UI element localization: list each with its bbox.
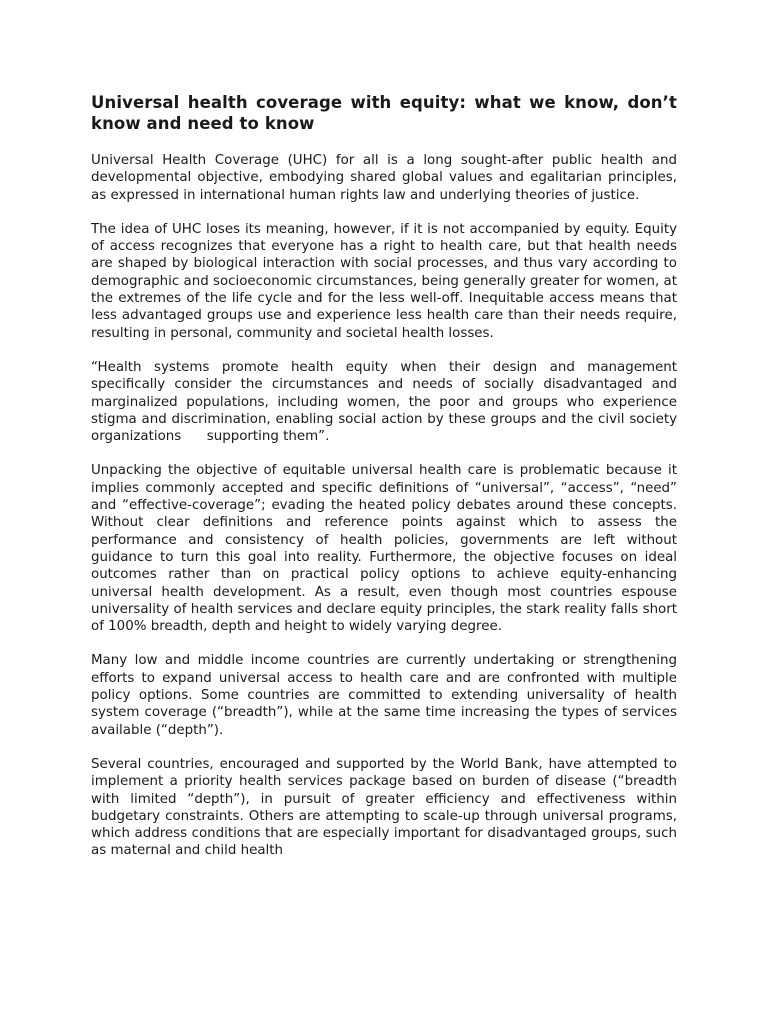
paragraph-6: Several countries, encouraged and supported by the World Bank, have attempted to implement a priority health services package based on burden of disease (“breadth with limited “depth”), in pursuit of greater efficiency and effectiveness within budgetary constraints. Others are attempting to scale-up through universal programs, which address conditions that are especially important for disadvantaged groups, such as maternal and child health: [91, 756, 677, 859]
paragraph-2: The idea of UHC loses its meaning, however, if it is not accompanied by equity. Equity of access recognizes that everyone has a right to health care, but that health needs are shaped by biological interaction with social processes, and thus vary according to demographic and socioeconomic circumstances, being generally greater for women, at the extremes of the life cycle and for the less well-off. Inequitable access means that less advantaged groups use and experience less health care than their needs require, resulting in personal, community and societal health losses.: [91, 221, 677, 341]
document-page: [91, 92, 682, 877]
paragraph-5: Many low and middle income countries are currently undertaking or strengthening efforts to expand universal access to health care and are confronted with multiple policy options. Some countries are committed to extending universality of health system coverage (“breadth”), while at the same time increasing the types of services available (“depth”).: [91, 653, 677, 738]
paragraph-4: Unpacking the objective of equitable universal health care is problematic because it implies commonly accepted and specific definitions of “universal”, “access”, “need” and “effective-coverage”; evading the heated policy debates around these concepts. Without clear definitions and reference points against which to assess the performance and consistency of health policies, governments are left without guidance to turn this goal into reality. Furthermore, the objective focuses on ideal outcomes rather than on practical policy options to achieve equity-enhancing universal health development. As a result, even though most countries espouse universality of health services and declare equity principles, the stark reality falls short of 100% breadth, depth and height to widely varying degree.: [91, 463, 677, 635]
document-title: Universal health coverage with equity: what we know, don’t know and need to know: [91, 93, 677, 133]
paragraph-1: Universal Health Coverage (UHC) for all is a long sought-after public health and developmental objective, embodying shared global values and egalitarian principles, as expressed in international human rights law and underlying theories of justice.: [91, 153, 677, 203]
paragraph-3: “Health systems promote health equity when their design and management specifically consider the circumstances and needs of socially disadvantaged and marginalized populations, including women, the poor and groups who experience stigma and discrimination, enabling social action by these groups and the civil society organizations supporting them”.: [91, 359, 682, 445]
